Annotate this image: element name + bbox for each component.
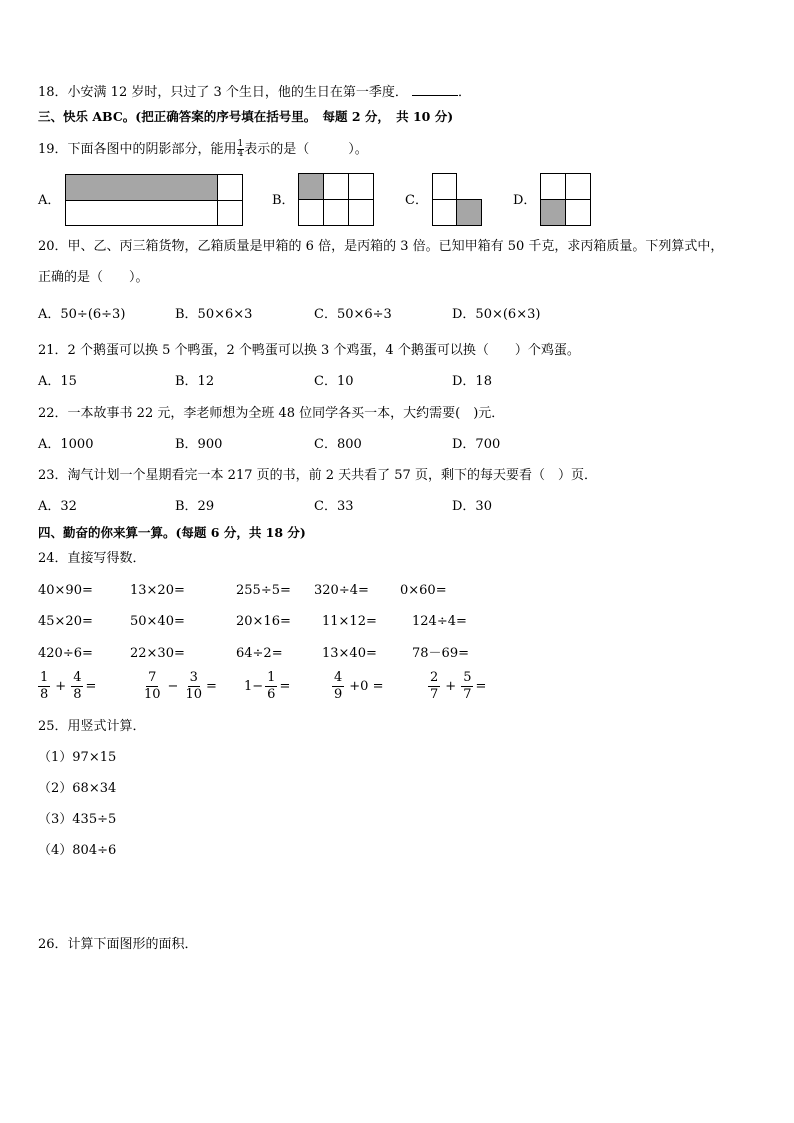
calc-item: 50×40= <box>130 614 185 629</box>
vertical-calc-item: （4）804÷6 <box>38 843 117 858</box>
calc-item: 45×20= <box>38 614 93 629</box>
question-23-option-a[interactable]: A．32 <box>38 499 77 514</box>
fraction-calc-3: 1− $\frac{1}{6}$ = <box>244 670 291 702</box>
calc-item: 22×30= <box>130 646 185 661</box>
calc-item: 11×12= <box>322 614 377 629</box>
question-24-title: 24．直接写得数． <box>38 551 146 566</box>
calc-item: 13×40= <box>322 646 377 661</box>
calc-item: 0×60= <box>400 583 447 598</box>
question-22-option-d[interactable]: D．700 <box>452 437 501 452</box>
fraction-calc-2: 7 10 − $\frac{3}{10}$ = <box>144 670 217 702</box>
question-22: 22．一本故事书 22 元，李老师想为全班 48 位同学各买一本，大约需要( )元． <box>38 406 505 421</box>
question-23-option-c[interactable]: C．33 <box>314 499 354 514</box>
question-23-option-d[interactable]: D．30 <box>452 499 492 514</box>
question-20-option-b[interactable]: B．50×6×3 <box>175 307 253 322</box>
calc-item: 64÷2= <box>236 646 283 661</box>
fraction-calc-4: 4 9 +0 = <box>334 670 384 702</box>
vertical-calc-item: （3）435÷5 <box>38 812 117 827</box>
calc-item: 13×20= <box>130 583 185 598</box>
option-d-label: D． <box>513 193 537 208</box>
calc-item: 320÷4= <box>314 583 369 598</box>
fraction-one-quarter: $\frac{1}{4}$ <box>237 139 244 159</box>
question-20-option-c[interactable]: C．50×6÷3 <box>314 307 392 322</box>
question-20-line2: 正确的是（ ）。 <box>38 270 149 285</box>
calc-item: 78－69= <box>412 646 469 661</box>
option-b-label: B． <box>272 193 295 208</box>
option-a-label: A． <box>38 193 61 208</box>
calc-item: 420÷6= <box>38 646 93 661</box>
question-26-title: 26．计算下面图形的面积． <box>38 937 198 952</box>
calc-item: 40×90= <box>38 583 93 598</box>
question-21-option-b[interactable]: B．12 <box>175 374 215 389</box>
question-21-option-a[interactable]: A．15 <box>38 374 77 389</box>
question-21-option-c[interactable]: C．10 <box>314 374 354 389</box>
option-c-label: C． <box>405 193 428 208</box>
question-22-option-c[interactable]: C．800 <box>314 437 362 452</box>
question-19-post: 表示的是（ ）。 <box>244 142 368 157</box>
section-3-heading: 三、快乐 ABC。(把正确答案的序号填在括号里。 每题 2 分， 共 10 分) <box>38 109 454 124</box>
question-20-option-d[interactable]: D．50×(6×3) <box>452 307 541 322</box>
question-19-pre: 19．下面各图中的阴影部分，能用 <box>38 142 237 157</box>
question-18-text: 18．小安满 12 岁时，只过了 3 个生日，他的生日在第一季度． <box>38 85 408 100</box>
question-21-option-d[interactable]: D．18 <box>452 374 492 389</box>
question-21: 21．2 个鹅蛋可以换 5 个鸭蛋，2 个鸭蛋可以换 3 个鸡蛋，4 个鹅蛋可以换（ ）个鸡蛋。 <box>38 343 580 358</box>
question-18-end: ． <box>458 85 472 100</box>
calc-item: 20×16= <box>236 614 291 629</box>
question-23-option-b[interactable]: B．29 <box>175 499 215 514</box>
question-20-line1: 20．甲、乙、丙三箱货物，乙箱质量是甲箱的 6 倍，是丙箱的 3 倍。已知甲箱有 50 千克，求丙箱质量。下列算式中， <box>38 239 724 254</box>
question-18 <box>38 83 471 102</box>
answer-blank[interactable] <box>412 83 458 96</box>
question-22-option-a[interactable]: A．1000 <box>38 437 94 452</box>
fraction-calc-5: 2 7 + $\frac{5}{7}$ = <box>430 670 487 702</box>
vertical-calc-item: （2）68×34 <box>38 781 117 796</box>
question-22-option-b[interactable]: B．900 <box>175 437 223 452</box>
calc-item: 255÷5= <box>236 583 291 598</box>
question-19 <box>38 140 368 159</box>
vertical-calc-item: （1）97×15 <box>38 750 117 765</box>
question-23: 23．淘气计划一个星期看完一本 217 页的书，前 2 天共看了 57 页，剩下的每天要看（ ）页． <box>38 468 597 483</box>
question-20-option-a[interactable]: A．50÷(6÷3) <box>38 307 126 322</box>
section-4-heading: 四、勤奋的你来算一算。(每题 6 分，共 18 分) <box>38 525 306 540</box>
question-25-title: 25．用竖式计算． <box>38 719 146 734</box>
fraction-calc-1: 1 8 + $\frac{4}{8}$ = <box>40 670 97 702</box>
calc-item: 124÷4= <box>412 614 467 629</box>
